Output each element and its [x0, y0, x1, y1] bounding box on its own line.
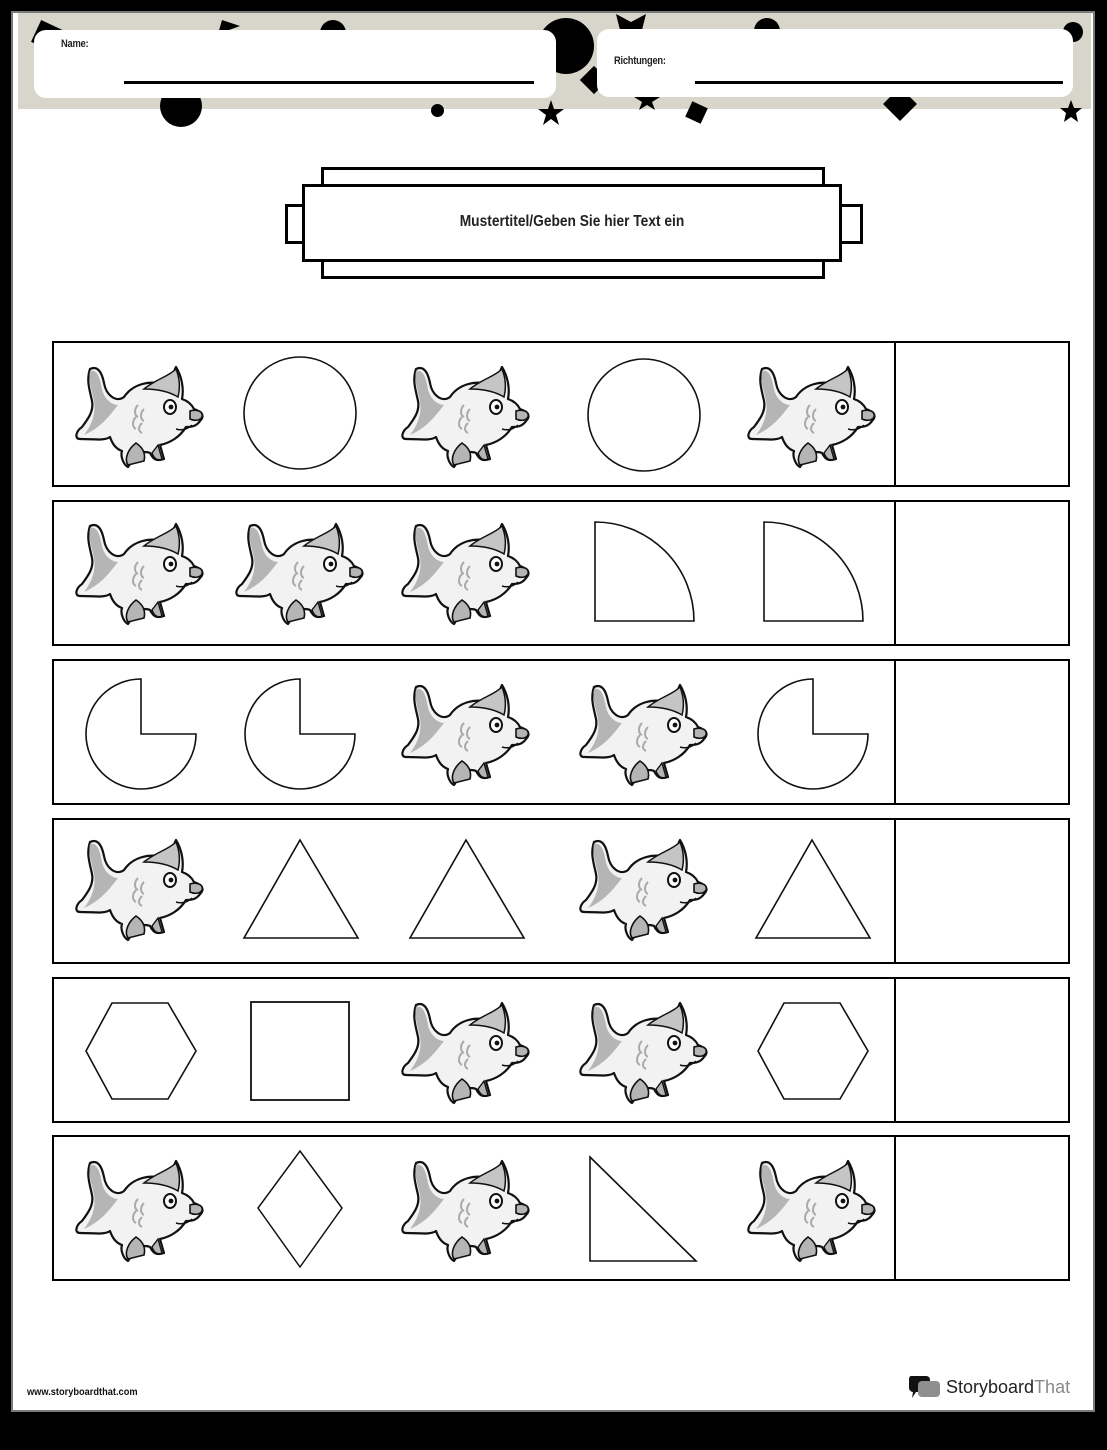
- triangle-shape: [408, 820, 568, 962]
- circle-shape: [240, 343, 400, 485]
- star-shape-icon: [1060, 100, 1082, 122]
- pattern-row-6: [52, 1135, 1070, 1281]
- name-input-line[interactable]: [124, 81, 534, 84]
- fish-icon: [398, 979, 558, 1121]
- answer-box[interactable]: [894, 502, 1068, 644]
- right-triangle-shape: [588, 1137, 748, 1279]
- answer-box[interactable]: [894, 820, 1068, 962]
- logo-text-light: That: [1034, 1376, 1071, 1397]
- storyboardthat-logo[interactable]: [908, 1374, 1070, 1400]
- fish-icon: [576, 661, 736, 803]
- logo-text: [946, 1377, 1070, 1398]
- three-quarter-circle-shape: [243, 661, 403, 803]
- star-shape-icon: [538, 100, 564, 126]
- hexagon-shape: [84, 979, 244, 1121]
- square-shape: [250, 979, 410, 1121]
- answer-box[interactable]: [894, 661, 1068, 803]
- star-shape-icon: [616, 14, 646, 30]
- fish-icon: [744, 1137, 904, 1279]
- footer-url[interactable]: www.storyboardthat.com: [27, 1386, 138, 1398]
- pattern-row-3: [52, 659, 1070, 805]
- answer-box[interactable]: [894, 343, 1068, 485]
- directions-input-line[interactable]: [695, 81, 1063, 84]
- three-quarter-circle-shape: [756, 661, 916, 803]
- hexagon-shape: [756, 979, 916, 1121]
- three-quarter-circle-shape: [84, 661, 244, 803]
- name-box: [34, 30, 556, 98]
- fish-icon: [576, 820, 736, 962]
- worksheet-title[interactable]: Mustertitel/Geben Sie hier Text ein: [459, 213, 685, 230]
- answer-box[interactable]: [894, 979, 1068, 1121]
- triangle-shape: [754, 820, 914, 962]
- fish-icon: [398, 661, 558, 803]
- pattern-row-4: [52, 818, 1070, 964]
- pattern-row-1: [52, 341, 1070, 487]
- circle-shape-icon: [431, 104, 444, 117]
- pattern-row-5: [52, 977, 1070, 1123]
- directions-label: Richtungen:: [614, 55, 666, 67]
- name-label: Name:: [61, 38, 89, 50]
- pattern-row-2: [52, 500, 1070, 646]
- fish-icon: [72, 1137, 232, 1279]
- fish-icon: [398, 502, 558, 644]
- circle-shape: [584, 343, 744, 485]
- fish-icon: [72, 820, 232, 962]
- fish-icon: [398, 343, 558, 485]
- fish-icon: [744, 343, 904, 485]
- speech-bubbles-icon: [908, 1374, 942, 1400]
- fish-icon: [398, 1137, 558, 1279]
- triangle-shape: [242, 820, 402, 962]
- logo-text-bold: Storyboard: [946, 1376, 1035, 1397]
- fish-icon: [72, 343, 232, 485]
- fish-icon: [232, 502, 392, 644]
- fish-icon: [576, 979, 736, 1121]
- fish-icon: [72, 502, 232, 644]
- answer-box[interactable]: [894, 1137, 1068, 1279]
- rhombus-shape: [256, 1137, 416, 1279]
- quarter-circle-shape: [594, 502, 754, 644]
- directions-box: [597, 29, 1073, 97]
